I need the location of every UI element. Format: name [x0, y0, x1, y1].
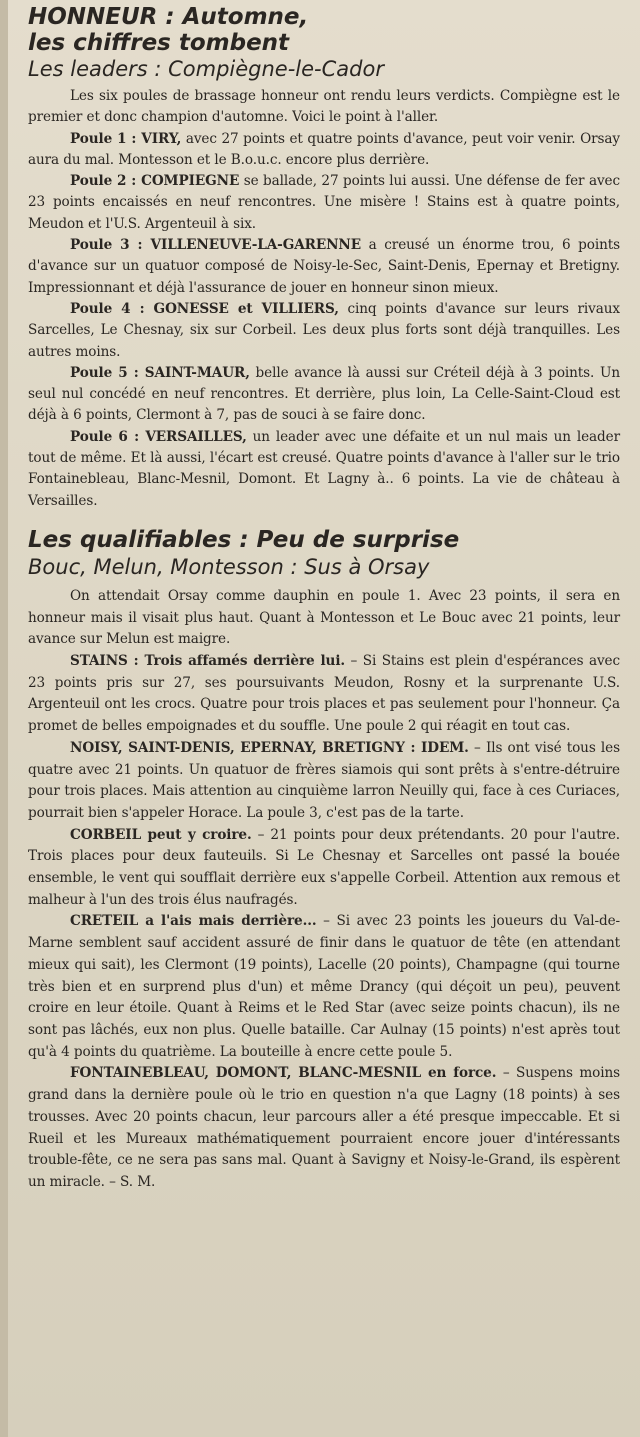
poule-1-lead: Poule 1 : VIRY,: [70, 130, 182, 147]
creteil-lead: CRETEIL a l'ais mais derrière...: [70, 913, 317, 930]
corbeil-text: – 21 points pour deux prétendants. 20 pour l'autre. Trois places pour deux fauteuils. Si Le Chesnay et Sarcelles ont passé la bouée ensemble, le vent qui soufflait derrière eux s'appelle Corbeil. Attention aux remous et malheur à l'un des trois élus naufragés.: [28, 826, 620, 908]
poule-4-lead: Poule 4 : GONESSE et VILLIERS,: [70, 300, 339, 317]
headline-line-1: HONNEUR : Automne,: [28, 4, 309, 30]
section-2-subheadline: Bouc, Melun, Montesson : Sus à Orsay: [28, 554, 430, 579]
intro-paragraph: Les six poules de brassage honneur ont rendu leurs verdicts. Compiègne est le premier et donc champion d'automne. Voici le point à l'aller.: [28, 88, 620, 126]
noisy-lead: NOISY, SAINT-DENIS, EPERNAY, BRETIGNY : IDEM.: [70, 739, 469, 756]
section-2-intro: On attendait Orsay comme dauphin en poule 1. Avec 23 points, il sera en honneur mais il visait plus haut. Quant à Montesson et Le Bouc avec 21 points, leur avance sur Melun est maigre.: [28, 587, 620, 648]
poule-2-paragraph: [28, 171, 620, 235]
poule-3-lead: Poule 3 : VILLENEUVE-LA-GARENNE: [70, 237, 362, 254]
poule-5-paragraph: [28, 363, 620, 427]
subheadline: Les leaders : Compiègne-le-Cador: [28, 57, 384, 81]
stains-lead: STAINS : Trois affamés derrière lui.: [70, 653, 346, 670]
poule-5-lead: Poule 5 : SAINT-MAUR,: [70, 364, 250, 381]
poule-3-text: a creusé un énorme trou, 6 points d'avance sur un quatuor composé de Noisy-le-Sec, Saint-Denis, Epernay et Bretigny. Impressionnant et déjà l'assurance de jouer en honneur sinon mieux.: [28, 237, 621, 296]
poule-6-paragraph: [28, 427, 620, 512]
poule-4-paragraph: [28, 299, 620, 363]
creteil-text: – Si avec 23 points les joueurs du Val-de-Marne semblent sauf accident assuré de finir dans le quatuor de tête (en attendant mieux qui sait), les Clermont (19 points), Lacelle (20 points), Champagne (qui tourne très bien et en surprend plus d'un) et même Drancy (qui déçoit un peu), peuvent croire en leur étoile. Quant à Reims et le Red Star (avec seize points chacun), ils ne sont pas lâchés, eux non plus. Quelle bataille. Car Aulnay (15 points) n'est après tout qu'à 4 points du quatrième. La bouteille à encre cette poule 5.: [28, 913, 621, 1060]
stains-paragraph: [28, 651, 620, 738]
section-2-headline: Les qualifiables : Peu de surprise: [28, 526, 460, 553]
stains-text: – Si Stains est plein d'espérances avec 23 points pris sur 27, ses poursuivants Meudon, Rosny et la surprenante U.S. Argenteuil ont les crocs. Quatre pour trois places et pas seulement pour l'honneur. Ça promet de belles empoignades et du souffle. Une poule 2 qui réagit en tout cas.: [28, 653, 620, 735]
section-qualifiables: [28, 526, 620, 1194]
poule-1-paragraph: [28, 129, 620, 172]
headline-line-2: les chiffres tombent: [28, 30, 290, 56]
creteil-paragraph: [28, 911, 620, 1063]
fontainebleau-paragraph: [28, 1063, 620, 1193]
noisy-paragraph: [28, 738, 620, 825]
poule-5-text: belle avance là aussi sur Créteil déjà à 3 points. Un seul nul concédé en neuf rencontres. Et derrière, plus loin, La Celle-Saint-Cloud est déjà à 6 points, Clermont à 7, pas de souci à se faire donc.: [28, 364, 621, 424]
poule-6-text: un leader avec une défaite et un nul mais un leader tout de même. Et là aussi, l'écart est creusé. Quatre points d'avance à l'aller sur le trio Fontainebleau, Blanc-Mesnil, Domont. Et Lagny à.. 6 points. La vie de château à Versailles.: [28, 428, 620, 509]
corbeil-paragraph: [28, 825, 620, 912]
poule-6-lead: Poule 6 : VERSAILLES,: [70, 428, 247, 445]
poule-2-text: se ballade, 27 points lui aussi. Une défense de fer avec 23 points encaissés en neuf rencontres. Une misère ! Stains est à quatre points, Meudon et l'U.S. Argenteuil à six.: [28, 173, 620, 232]
poule-4-text: cinq points d'avance sur leurs rivaux Sarcelles, Le Chesnay, six sur Corbeil. Les deux plus forts sont déjà tranquilles. Les autres moins.: [28, 300, 620, 360]
noisy-text: – Ils ont visé tous les quatre avec 21 points. Un quatuor de frères siamois qui sont prêts à s'entre-détruire pour trois places. Mais attention au cinquième larron Neuilly qui, face à ces Curiaces, pourrait bien s'appeler Horace. La poule 3, c'est pas de la tarte.: [28, 739, 620, 821]
corbeil-lead: CORBEIL peut y croire.: [70, 826, 252, 843]
fontainebleau-text: – Suspens moins grand dans la dernière poule où le trio en question n'a que Lagny (18 points) à ses trousses. Avec 20 points chacun, leur parcours aller a été presque impeccable. Et si Rueil et les Mureaux mathématiquement pourraient encore jouer d'intéressants trouble-fête, ce ne sera pas sans mal. Quant à Savigny et Noisy-le-Grand, ils espèrent un miracle. – S. M.: [28, 1065, 620, 1190]
poule-3-paragraph: [28, 235, 620, 299]
fontainebleau-lead: FONTAINEBLEAU, DOMONT, BLANC-MESNIL en force.: [70, 1065, 497, 1082]
poule-2-lead: Poule 2 : COMPIEGNE: [70, 173, 240, 190]
section-leaders: [28, 4, 620, 512]
poule-1-text: avec 27 points et quatre points d'avance, peut voir venir. Orsay aura du mal. Montesson et le B.o.u.c. encore plus derrière.: [28, 130, 620, 168]
